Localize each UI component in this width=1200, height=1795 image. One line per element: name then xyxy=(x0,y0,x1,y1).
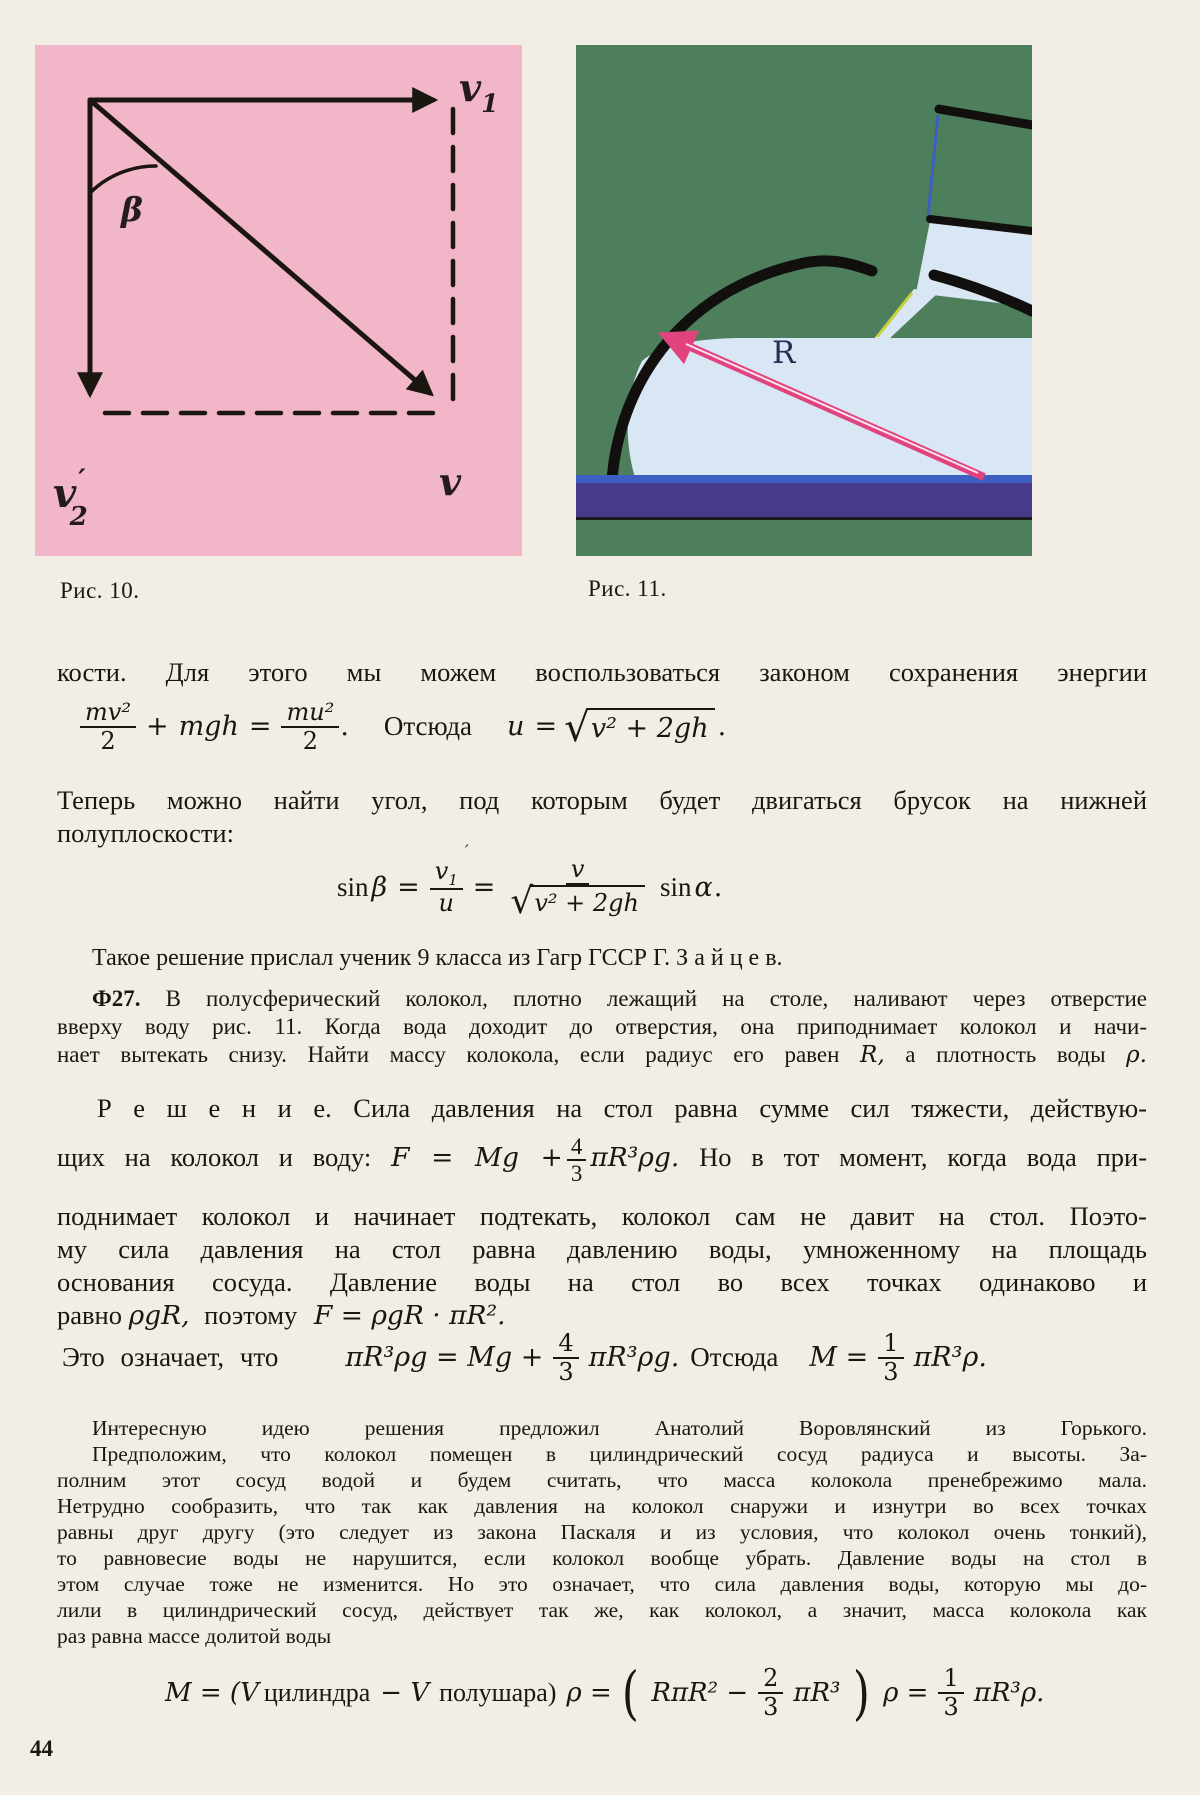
figure-11-panel xyxy=(576,45,1032,556)
problem-f27-l3: нает вытекать снизу. Найти массу колокола, если радиус его равен R, а плотность воды ρ. xyxy=(57,1042,1147,1068)
paragraph-energy-intro: кости. Для этого мы можем воспользоваться законом сохранения энергии xyxy=(57,657,1147,687)
bell-diagram xyxy=(576,45,1032,556)
solution-l4: му сила давления на стол равна давлению воды, умноженному на площадь xyxy=(57,1234,1147,1264)
idea-l6: то равновесие воды не нарушится, если колокол вообще убрать. Давление воды на стол в xyxy=(57,1546,1147,1570)
table-shadow-line xyxy=(576,517,1032,520)
fraction-mv2-2: $\frac{\text{mv²}}{2}$ xyxy=(80,699,136,755)
problem-f27-l2: вверху воду рис. 11. Когда вода доходит до отверстия, она приподнимает колокол и начи- xyxy=(57,1014,1147,1039)
idea-l7: этом случае тоже не изменится. Но это означает, что сила давления воды, которую мы до- xyxy=(57,1572,1147,1596)
idea-l9: раз равна массе долитой воды xyxy=(57,1624,332,1648)
solution-l6: равно ρgR, поэтому F = ρgR · πR². xyxy=(57,1300,506,1331)
equation-energy: $\frac{\text{mv²}}{2}$ + mgh = $\frac{\text{mu²}}{2}$ . Отсюда u = √ v² + 2gh . xyxy=(75,699,731,755)
radius-label: R xyxy=(772,335,796,371)
idea-l3: полним этот сосуд водой и будем считать, что масса колокола пренебрежимо мала. xyxy=(57,1468,1147,1492)
solution-l1: Р е ш е н и е. Сила давления на стол равна сумме сил тяжести, действую- xyxy=(97,1093,1147,1123)
v1-label: $v_1$ xyxy=(459,65,499,118)
equation-sin-beta: sin β = $v_1$ ′ u = v √ v² + 2gh sin α . xyxy=(337,841,723,922)
fraction-4-3: $\frac{4}{3}$ xyxy=(567,1134,587,1187)
problem-f27-l1: Ф27. В полусферический колокол, плотно лежащий на столе, наливают через отверстие xyxy=(92,986,1147,1011)
v2-label: v′ 2 xyxy=(53,463,88,532)
paragraph-angle-l1: Теперь можно найти угол, под которым будет двигаться брусок на нижней xyxy=(57,785,1147,815)
table-surface xyxy=(576,483,1032,517)
vector-v-arrow xyxy=(90,100,430,393)
beta-label: β xyxy=(121,190,143,229)
fraction-1-3: $\frac{1}{3}$ xyxy=(878,1330,903,1386)
fraction-2-3: $\frac{2}{3}$ xyxy=(758,1665,783,1721)
idea-l5: равны друг другу (это следует из закона Паскаля и из условия, что колокол очень тонкий), xyxy=(57,1520,1147,1544)
figure-10-panel xyxy=(35,45,522,556)
figure-11-caption: Рис. 11. xyxy=(588,576,667,601)
idea-l4: Нетрудно сообразить, что так как давления на колокол снаружи и изнутри во всех точках xyxy=(57,1494,1147,1518)
v-label: v xyxy=(439,459,462,504)
page-number: 44 xyxy=(30,1736,53,1761)
square-root: √ v² + 2gh xyxy=(564,708,715,746)
equation-final-mass: M = (V цилиндра − V полушара) ρ = ( RπR² − $\frac{2}{3}$ πR³ ) ρ = $\frac{1}{3}$ πR³ρ. xyxy=(165,1658,1045,1727)
equation-mass-balance: Это означает, что πR³ρg = Mg + $\frac{4}{3}$ πR³ρg. Отсюда M = $\frac{1}{3}$ πR³ρ. xyxy=(62,1329,987,1386)
square-root-denominator: √ v² + 2gh xyxy=(510,885,645,919)
idea-l2: Предположим, что колокол помещен в цилиндрический сосуд радиуса и высоты. За- xyxy=(92,1442,1147,1466)
idea-l1: Интересную идею решения предложил Анатолий Воровлянский из Горького. xyxy=(92,1416,1147,1440)
table-blue-edge xyxy=(576,475,1032,483)
solution-l5: основания сосуда. Давление воды на стол во всех точках одинаково и xyxy=(57,1267,1147,1297)
fraction-mu2-2: $\frac{\text{mu²}}{2}$ xyxy=(281,699,339,755)
vector-diagram xyxy=(35,45,522,556)
solution-l2: щих на колокол и воду: F = Mg + $\frac{4}{3}$ πR³ρg. Но в тот момент, когда вода при- xyxy=(57,1133,1147,1186)
fraction-4-3b: $\frac{4}{3}$ xyxy=(553,1330,578,1386)
idea-l8: лили в цилиндрический сосуд, действует так же, как колокол, а значит, масса колокола как xyxy=(57,1598,1147,1622)
fraction-v-sqrt: v √ v² + 2gh xyxy=(505,856,650,919)
fraction-v1-u: $v_1$ ′ u xyxy=(430,858,463,917)
angle-beta-arc xyxy=(90,166,156,193)
paragraph-angle-l2: полуплоскости: xyxy=(57,818,234,848)
solution-l3: поднимает колокол и начинает подтекать, колокол сам не давит на стол. Поэто- xyxy=(57,1201,1147,1231)
figure-10-caption: Рис. 10. xyxy=(60,578,140,603)
paragraph-solution-credit: Такое решение прислал ученик 9 класса из Гагр ГССР Г. З а й ц е в. xyxy=(92,945,783,971)
problem-number: Ф27. xyxy=(92,986,141,1011)
fraction-1-3b: $\frac{1}{3}$ xyxy=(938,1665,963,1721)
